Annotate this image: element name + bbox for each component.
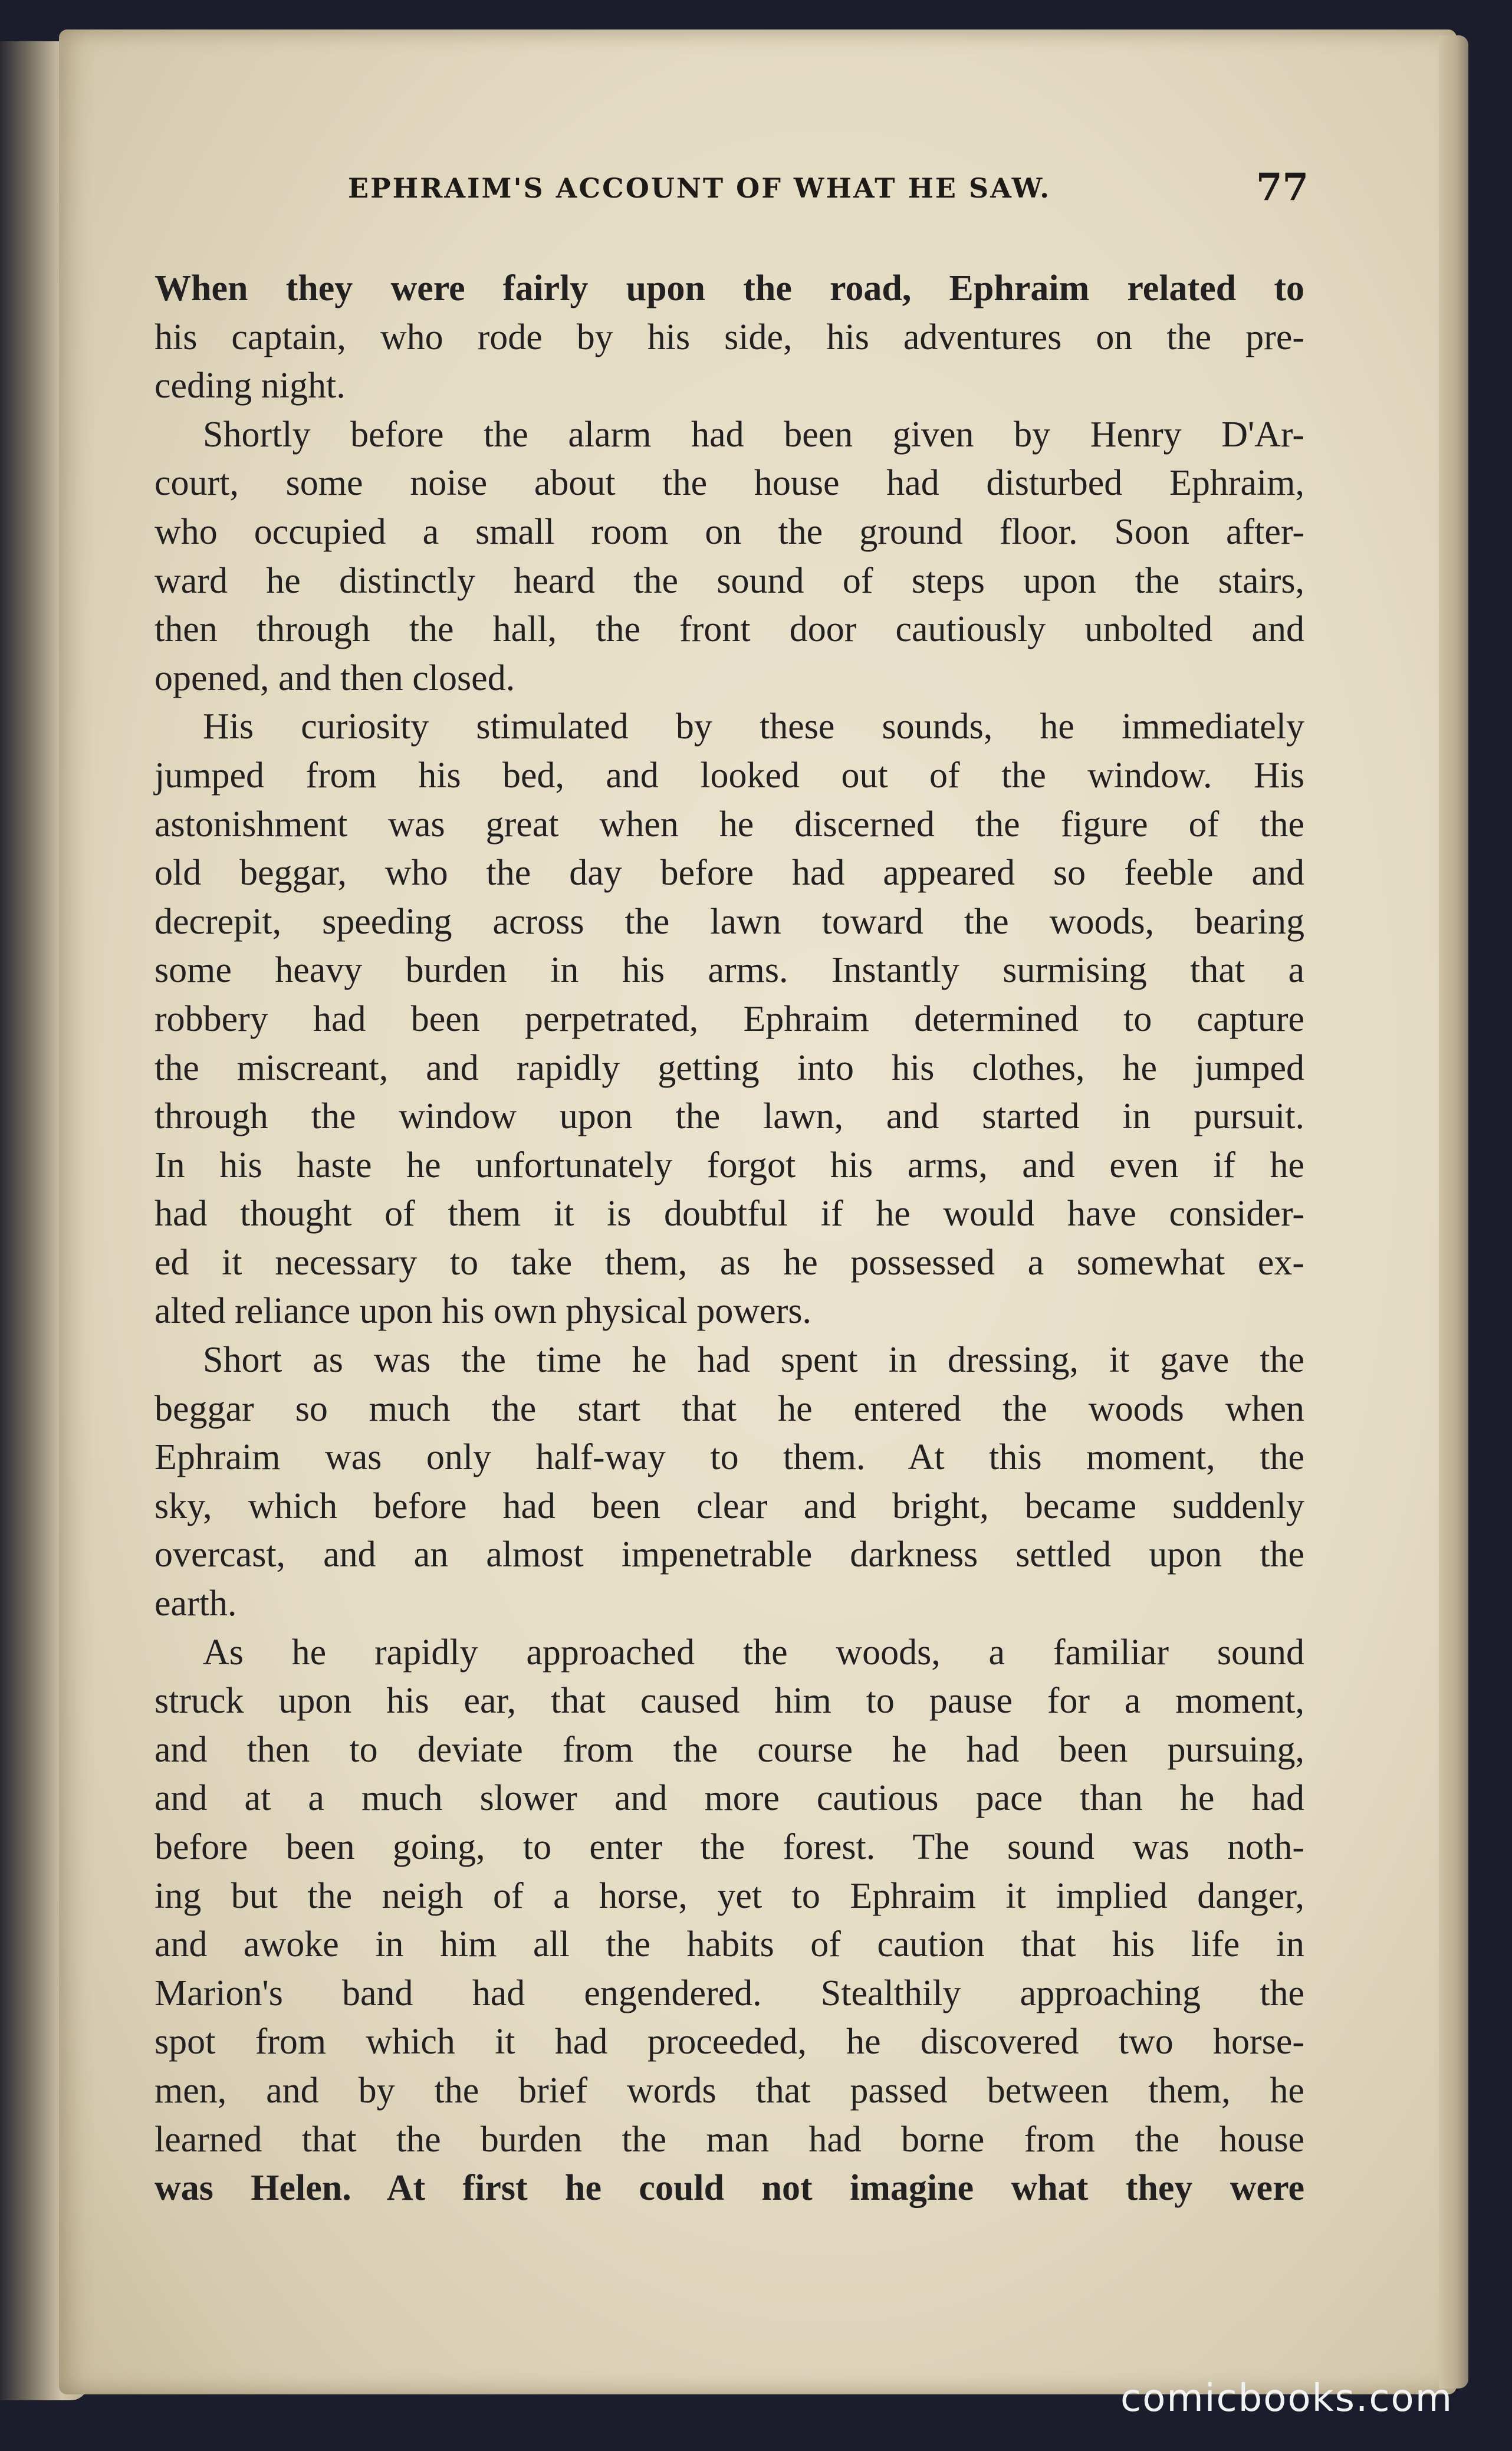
text-line: His curiosity stimulated by these sounds, he immediately [203, 707, 1304, 747]
text-line: had thought of them it is doubtful if he would have consider- [155, 1194, 1304, 1234]
text-line: astonishment was great when he discerned the figure of the [155, 804, 1304, 845]
text-line: opened, and then closed. [155, 658, 515, 698]
text-line: robbery had been perpetrated, Ephraim determined to capture [155, 998, 1304, 1039]
text-line: In his haste he unfortunately forgot his arms, and even if he [155, 1145, 1304, 1185]
text-line: men, and by the brief words that passed between them, he [155, 2070, 1304, 2111]
text-line: Short as was the time he had spent in dressing, it gave the [203, 1340, 1304, 1381]
text-line: Marion's band had engendered. Stealthily approaching the [155, 1973, 1304, 2013]
text-line: ward he distinctly heard the sound of steps upon the stairs, [155, 560, 1304, 601]
text-line: the miscreant, and rapidly getting into his clothes, he jumped [155, 1047, 1304, 1088]
text-line: and at a much slower and more cautious pace than he had [155, 1778, 1304, 1819]
text-line: who occupied a small room on the ground floor. Soon after- [155, 511, 1304, 552]
text-line: ceding night. [155, 366, 346, 406]
page-number: 77 [1256, 165, 1309, 209]
text-line: his captain, who rode by his side, his adventures on the pre- [155, 317, 1304, 357]
text-line: beggar so much the start that he entered the woods when [155, 1388, 1304, 1429]
text-line: some heavy burden in his arms. Instantly surmising that a [155, 950, 1304, 991]
text-line: learned that the burden the man had borne from the house [155, 2119, 1304, 2160]
text-line: earth. [155, 1583, 237, 1624]
watermark: comicbooks.com [1120, 2377, 1454, 2420]
text-line: through the window upon the lawn, and started in pursuit. [155, 1096, 1304, 1137]
page-right-edge [1439, 35, 1468, 2388]
text-line: and then to deviate from the course he had been pursuing, [155, 1729, 1304, 1770]
text-line: before been going, to enter the forest. The sound was noth- [155, 1827, 1304, 1867]
text-line: spot from which it had proceeded, he discovered two horse- [155, 2022, 1304, 2062]
text-line: ing but the neigh of a horse, yet to Ephraim it implied danger, [155, 1875, 1304, 1916]
text-line: court, some noise about the house had disturbed Ephraim, [155, 463, 1304, 504]
text-line: alted reliance upon his own physical powers. [155, 1291, 811, 1332]
text-line: decrepit, speeding across the lawn toward the woods, bearing [155, 901, 1304, 942]
text-line: overcast, and an almost impenetrable darkness settled upon the [155, 1535, 1304, 1575]
text-line: ed it necessary to take them, as he possessed a somewhat ex- [155, 1242, 1304, 1283]
text-line: As he rapidly approached the woods, a familiar sound [203, 1632, 1304, 1673]
text-line: Shortly before the alarm had been given by Henry D'Ar- [203, 414, 1304, 455]
text-line: and awoke in him all the habits of caution that his life in [155, 1924, 1304, 1965]
text-line: Ephraim was only half-way to them. At this moment, the [155, 1437, 1304, 1478]
text-line: When they were fairly upon the road, Ephraim related to [155, 268, 1304, 308]
text-line: was Helen. At first he could not imagine what they were [155, 2168, 1304, 2209]
running-title: EPHRAIM'S ACCOUNT OF WHAT HE SAW. [348, 172, 1051, 204]
text-line: jumped from his bed, and looked out of the window. His [155, 755, 1304, 796]
text-line: then through the hall, the front door cautiously unbolted and [155, 609, 1304, 650]
text-line: old beggar, who the day before had appeared so feeble and [155, 853, 1304, 893]
text-line: sky, which before had been clear and bright, became suddenly [155, 1486, 1304, 1526]
text-line: struck upon his ear, that caused him to pause for a moment, [155, 1681, 1304, 1721]
body-text [155, 264, 1304, 2213]
